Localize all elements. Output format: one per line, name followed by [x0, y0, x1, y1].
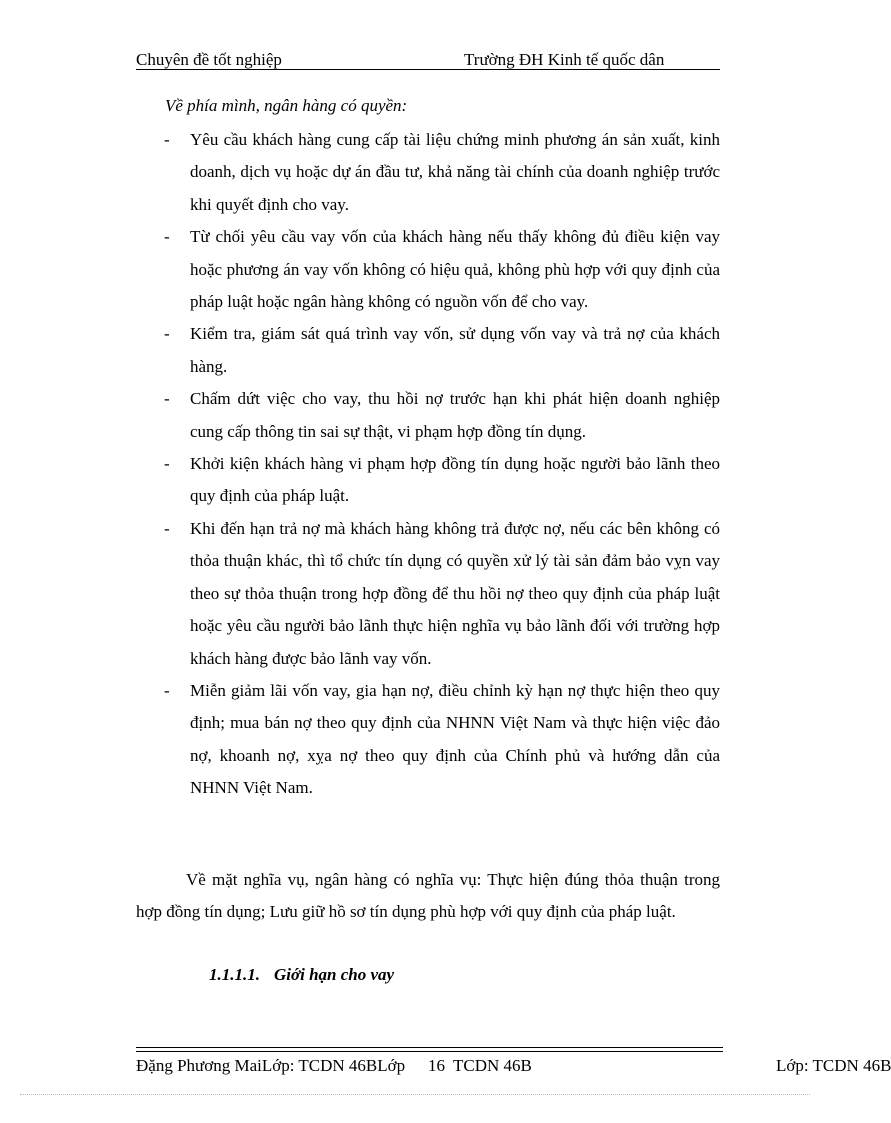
intro-text: Về phía mình, ngân hàng có quyền:	[165, 96, 408, 115]
list-item-text: Khởi kiện khách hàng vi phạm hợp đồng tín dụng hoặc người bảo lãnh theo quy định của pháp luật.	[190, 454, 720, 506]
list-item	[160, 513, 720, 675]
page-number: 16	[428, 1056, 445, 1075]
dash-bullet: -	[164, 454, 170, 474]
obligations-paragraph: Về mặt nghĩa vụ, ngân hàng có nghĩa vụ: Thực hiện đúng thỏa thuận trong hợp đồng tín dụng; Lưu giữ hồ sơ tín dụng phù hợp với quy định của pháp luật.	[136, 870, 720, 922]
header-left: Chuyên đề tốt nghiệp	[136, 50, 282, 69]
dash-bullet: -	[164, 680, 170, 700]
dash-bullet: -	[164, 518, 170, 538]
list-item-text: Miễn giảm lãi vốn vay, gia hạn nợ, điều chỉnh kỳ hạn nợ thực hiện theo quy định; mua bán nợ theo quy định của NHNN Việt Nam và thực hiện việc đảo nợ, khoanh nợ, xỵa nợ theo quy định của Chính phủ và hướng dẫn của NHNN Việt Nam.	[190, 680, 720, 798]
header-divider	[136, 69, 720, 70]
footer-divider-bottom	[136, 1051, 723, 1052]
section-heading	[209, 965, 394, 985]
footer-divider-top	[136, 1047, 723, 1048]
page-bottom-dotted-line	[20, 1094, 810, 1095]
footer-class: TCDN 46B	[453, 1056, 532, 1075]
footer-right-class: Lớp: TCDN 46B	[776, 1056, 891, 1075]
list-item	[160, 221, 720, 318]
section-title: Giới hạn cho vay	[274, 965, 395, 984]
dash-bullet: -	[164, 227, 170, 247]
list-item	[160, 448, 720, 513]
rights-list	[160, 124, 720, 805]
list-item-text: Từ chối yêu cầu vay vốn của khách hàng nếu thấy không đủ điều kiện vay hoặc phương án vay vốn không có hiệu quả, không phù hợp với quy định của pháp luật hoặc ngân hàng không có nguồn vốn để cho vay.	[190, 227, 720, 312]
list-item-text: Chấm dứt việc cho vay, thu hồi nợ trước hạn khi phát hiện doanh nghiệp cung cấp thông tin sai sự thật, vi phạm hợp đồng tín dụng.	[190, 389, 720, 441]
dash-bullet: -	[164, 389, 170, 409]
list-item	[160, 124, 720, 221]
list-item	[160, 383, 720, 448]
list-item-text: Yêu cầu khách hàng cung cấp tài liệu chứng minh phương án sản xuất, kinh doanh, dịch vụ hoặc dự án đầu tư, khả năng tài chính của doanh nghiệp trước khi quyết định cho vay.	[190, 130, 720, 214]
list-item	[160, 318, 720, 383]
header-right: Trường ĐH Kinh tế quốc dân	[464, 50, 665, 69]
list-item	[160, 675, 720, 805]
dash-bullet: -	[164, 324, 170, 344]
list-item-text: Kiểm tra, giám sát quá trình vay vốn, sử dụng vốn vay và trả nợ của khách hàng.	[190, 324, 720, 376]
section-number: 1.1.1.1.	[209, 965, 260, 984]
footer-author: Đặng Phương MaiLớp: TCDN 46BLớp	[136, 1056, 406, 1075]
dash-bullet: -	[164, 130, 170, 149]
list-item-text: Khi đến hạn trả nợ mà khách hàng không trả được nợ, nếu các bên không có thỏa thuận khác, thì tổ chức tín dụng có quyền xử lý tài sản đảm bảo vỵn vay theo sự thỏa thuận trong hợp đồng để thu hồi nợ theo quy định của pháp luật hoặc yêu cầu người bảo lãnh thực hiện nghĩa vụ bảo lãnh đối với trường hợp khách hàng được bảo lãnh vay vốn.	[190, 518, 720, 668]
